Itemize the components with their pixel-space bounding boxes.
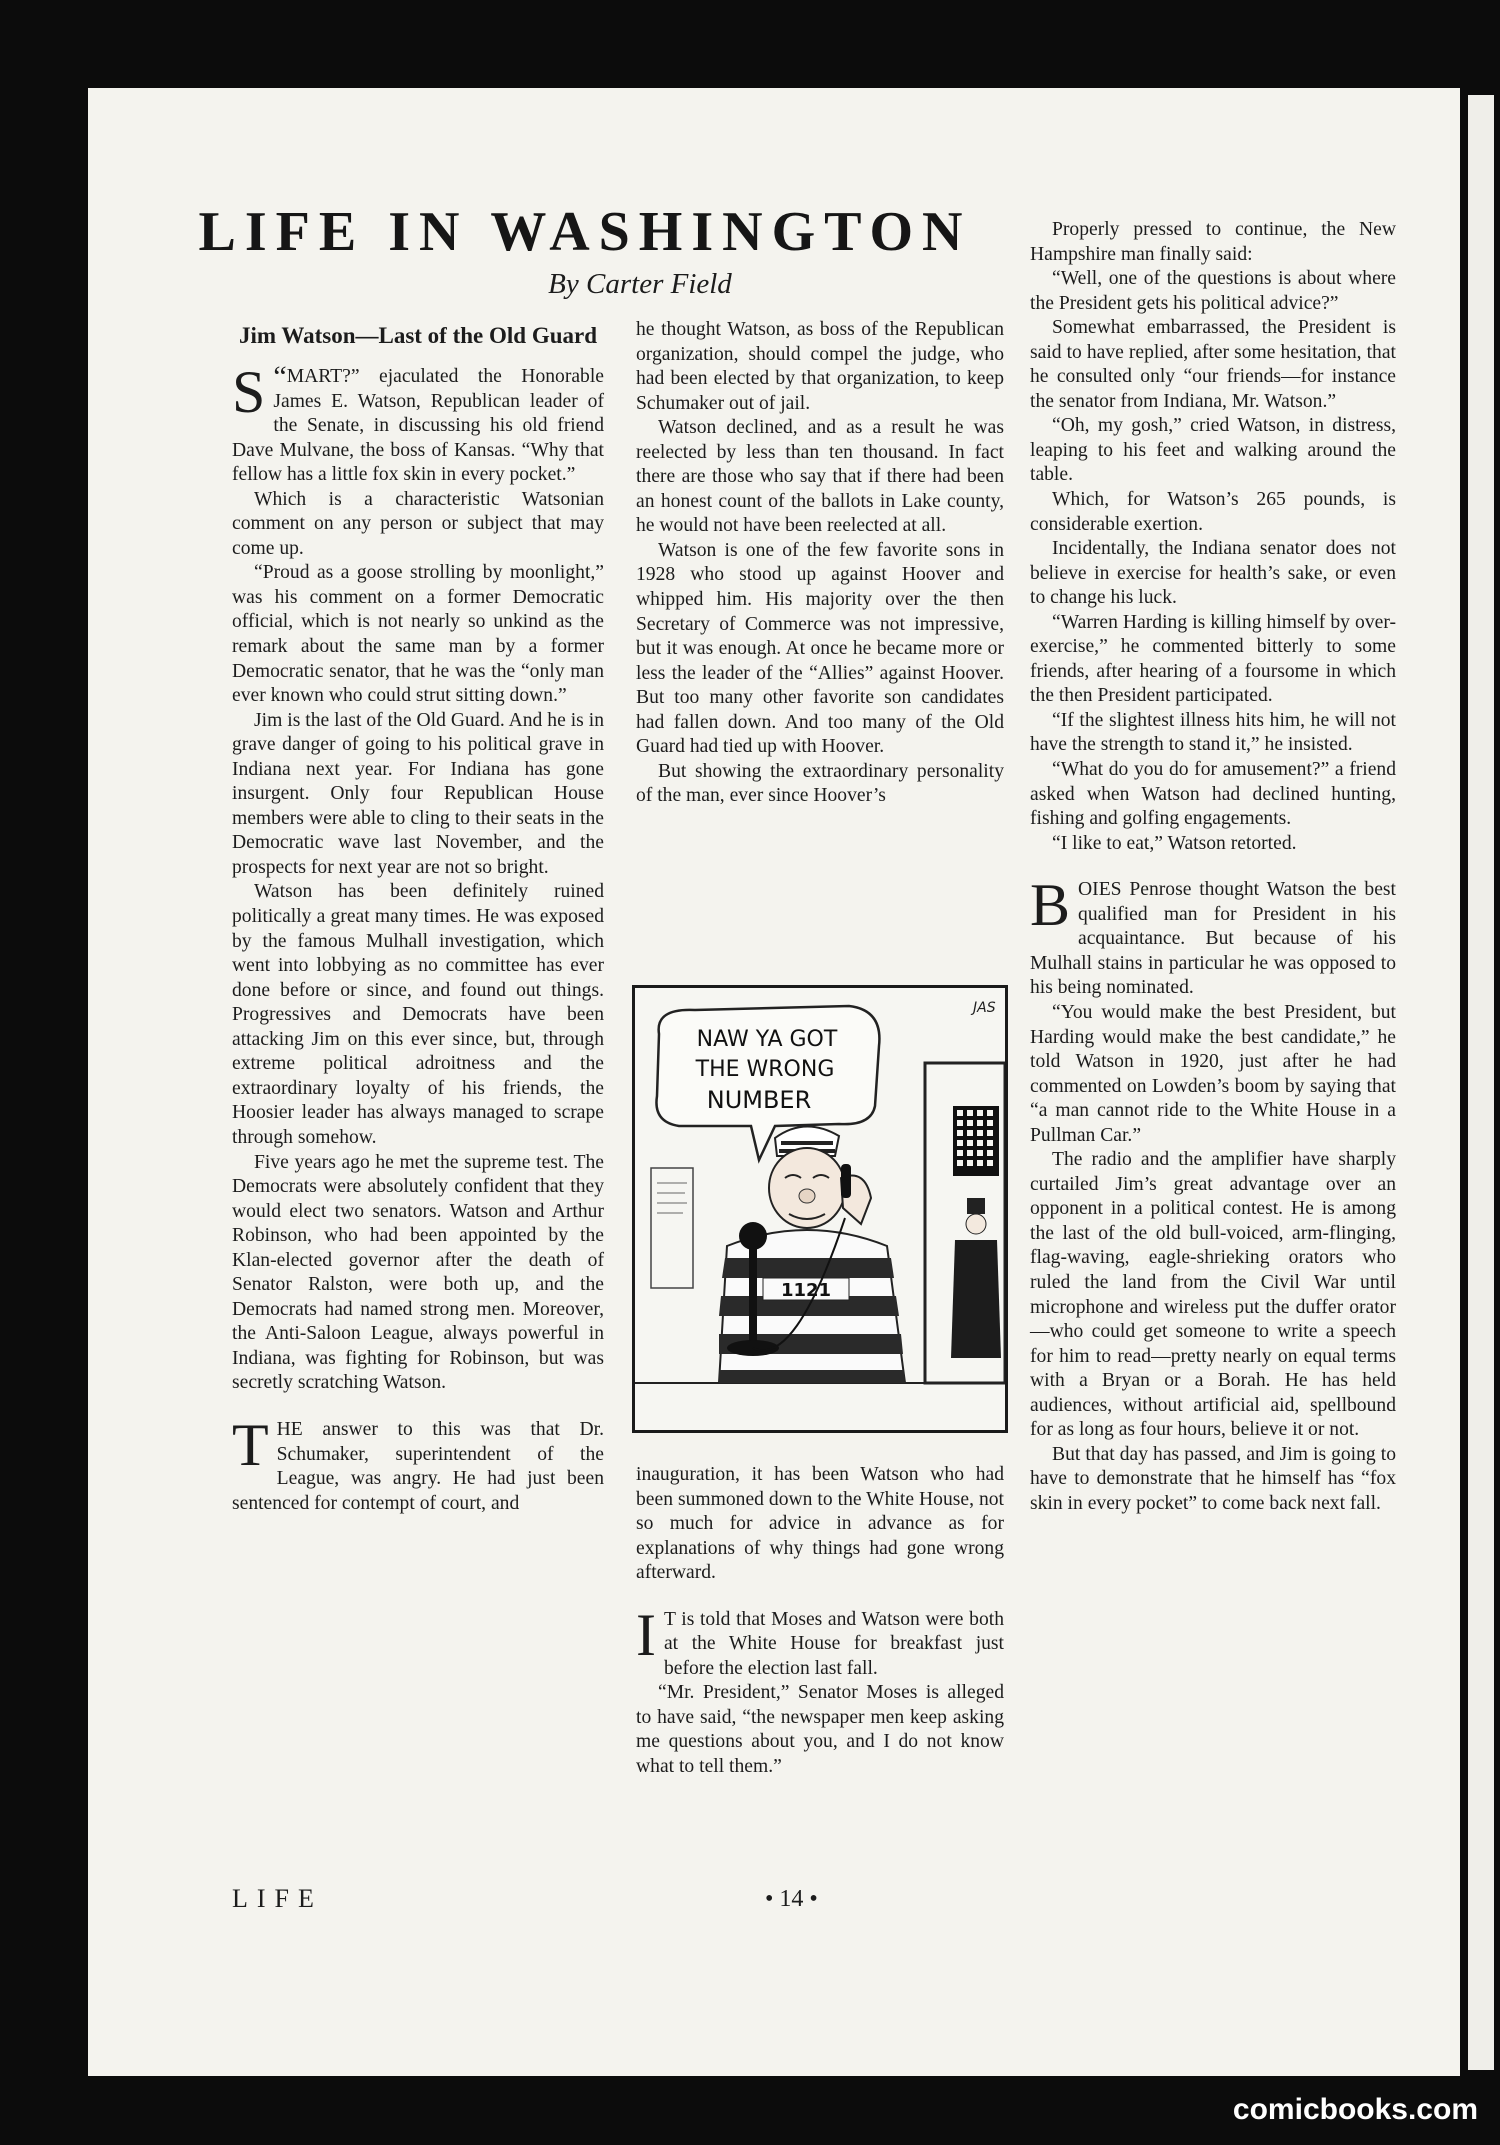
paragraph-text: OIES Penrose thought Watson the best qualified man for President in his acquaintance. But because of his Mulhall stains in particular he was opposed to his being nominated. [1030, 879, 1396, 999]
page-number: • 14 • [765, 1886, 818, 1912]
paragraph-text: MART?” ejaculated the Honorable James E. Watson, Republican leader of the Senate, in discussing his old friend Dave Mulvane, the boss of Kansas. “Why that fellow has a little fox skin in every pocket.” [232, 366, 604, 486]
drop-cap: I [636, 1601, 656, 1668]
article-title: LIFE IN WASHINGTON [198, 201, 972, 263]
paragraph: inauguration, it has been Watson who had been summoned down to the White House, not so much for advice in advance as for explanations of why things had gone wrong afterward. [636, 1464, 1004, 1584]
paragraph: The radio and the amplifier have sharply curtailed Jim’s great advantage over an opponent in a political contest. He is among the last of the old bull-voiced, arm-flinging, flag-waving, eagle-shrieking orators who ruled the land from the Civil War until microphone and wireless put the duffer orator—who could get someone to write a speech for him to read—pretty nearly on equal terms with a Bryan or a Borah. He has held audiences, without artificial aid, spellbound for as long as four hours, believe it or not. [1030, 1149, 1396, 1441]
paragraph: Watson has been definitely ruined politically a great many times. He was exposed by the famous Mulhall investigation, which went into lobbying as no committee has ever done before or since, and found out things. Progressives and Democrats have been attacking Jim on this ever since, but, through extreme political adroitness and the extraordinary loyalty of his friends, the Hoosier leader has always managed to scrape through somehow. [232, 881, 604, 1148]
article-byline: By Carter Field [548, 268, 732, 300]
drop-cap: T [232, 1411, 269, 1478]
paragraph: Properly pressed to continue, the New Hampshire man finally said: [1030, 219, 1396, 265]
paragraph: Five years ago he met the supreme test. The Democrats were absolutely confident that they would elect two senators. Watson and Arthur Robinson, who had been appointed by the Klan-elected governor after the death of Senator Ralston, were both up, and the Democrats had named strong men. Moreover, the Anti-Saloon League, always powerful in Indiana, was fighting for Robinson, but was secretly scratching Watson. [232, 1151, 604, 1394]
paragraph: Watson declined, and as a result he was reelected by less than ten thousand. In fact there are those who say that if there had been an honest count of the ballots in Lake county, he would not have been reelected at all. [636, 417, 1004, 537]
artist-signature: JAS [973, 1000, 996, 1016]
paragraph: “If the slightest illness hits him, he will not have the strength to stand it,” he insisted. [1030, 709, 1396, 756]
paragraph [1030, 872, 1396, 1001]
paragraph-text: HE answer to this was that Dr. Schumaker, superintendent of the League, was angry. He had just been sentenced for contempt of court, and [232, 1418, 604, 1514]
paragraph: Which is a characteristic Watsonian comment on any person or subject that may come up. [232, 488, 604, 559]
paragraph: Incidentally, the Indiana senator does not believe in exercise for health’s sake, or even to change his luck. [1030, 538, 1396, 609]
paragraph: “Proud as a goose strolling by moonlight,” was his comment on a former Democratic official, which is not nearly so unkind as the remark about the same man by a former Democratic senator, that he was the “only man ever known who could strut sitting down.” [232, 562, 604, 707]
paragraph: Which, for Watson’s 265 pounds, is considerable exertion. [1030, 489, 1396, 535]
paragraph-text: T is told that Moses and Watson were both at the White House for breakfast just before the election last fall. [663, 1608, 1004, 1679]
cartoon-illustration [632, 985, 1008, 1433]
open-quote-mark: “ [273, 360, 287, 393]
paragraph: “Well, one of the questions is about where the President gets his political advice?” [1030, 268, 1396, 314]
magazine-name: LIFE [232, 1884, 323, 1913]
prisoner-number: 1121 [780, 1280, 832, 1301]
paragraph: But that day has passed, and Jim is going to have to demonstrate that he himself has “fox skin in every pocket” to come back next fall. [1030, 1443, 1396, 1514]
paragraph: Watson is one of the few favorite sons in 1928 who stood up against Hoover and whipped him. His majority over the then Secretary of Commerce was not impressive, but it was enough. At once he became more or less the leader of the “Allies” against Hoover. But too many other favorite son candidates had fallen down. And too many of the Old Guard had tied up with Hoover. [636, 539, 1004, 758]
paragraph: “I like to eat,” Watson retorted. [1052, 832, 1297, 854]
paragraph: But showing the extraordinary personality of the man, ever since Hoover’s [636, 760, 1004, 807]
paragraph: Jim is the last of the Old Guard. And he is in grave danger of going to his political grave in Indiana next year. For Indiana has gone insurgent. Only four Republican House members were able to cling to their seats in the Democratic wave last November, and the prospects for next year are not so bright. [232, 709, 604, 878]
paragraph: he thought Watson, as boss of the Republican organization, should compel the judge, who had been elected by that organization, to keep Schumaker out of jail. [636, 319, 1004, 414]
paragraph [636, 1601, 1004, 1682]
paragraph [232, 359, 604, 488]
paragraph: “You would make the best President, but Harding would make the best candidate,” he told Watson in 1920, just after he had commented on Lowden’s boom by saying that “a man cannot ride to the White House in a Pullman Car.” [1030, 1001, 1396, 1146]
column-2-continued [636, 1463, 1004, 1780]
speech-line: NUMBER [706, 1086, 812, 1114]
column-3 [1030, 218, 1396, 1516]
paragraph: “Warren Harding is killing himself by over-exercise,” he commented bitterly to some friends, after hearing of a foursome in which the then President participated. [1030, 611, 1396, 707]
paragraph: “Oh, my gosh,” cried Watson, in distress, leaping to his feet and walking around the table. [1030, 415, 1396, 486]
column-2 [636, 318, 1004, 809]
cartoon-drawing [635, 988, 1005, 1430]
speech-line: NAW YA GOT [696, 1027, 838, 1052]
drop-cap: S [232, 359, 266, 425]
speech-line: THE WRONG [695, 1057, 835, 1082]
watermark: comicbooks.com [1232, 2093, 1478, 2126]
paragraph: “Mr. President,” Senator Moses is alleged to have said, “the newspaper men keep asking me questions about you, and I do not know what to tell them.” [636, 1682, 1004, 1778]
paragraph: “What do you do for amusement?” a friend asked when Watson had declined hunting, fishing and golfing engagements. [1030, 759, 1396, 830]
section-subhead: Jim Watson—Last of the Old Guard [238, 323, 598, 348]
facing-page-edge [1468, 95, 1494, 2070]
paragraph: Somewhat embarrassed, the President is said to have replied, after some hesitation, that he consulted only “our friends—for instance the senator from Indiana, Mr. Watson.” [1030, 317, 1396, 412]
drop-cap: B [1030, 872, 1071, 939]
paragraph [232, 1411, 604, 1516]
column-1 [232, 320, 604, 1516]
